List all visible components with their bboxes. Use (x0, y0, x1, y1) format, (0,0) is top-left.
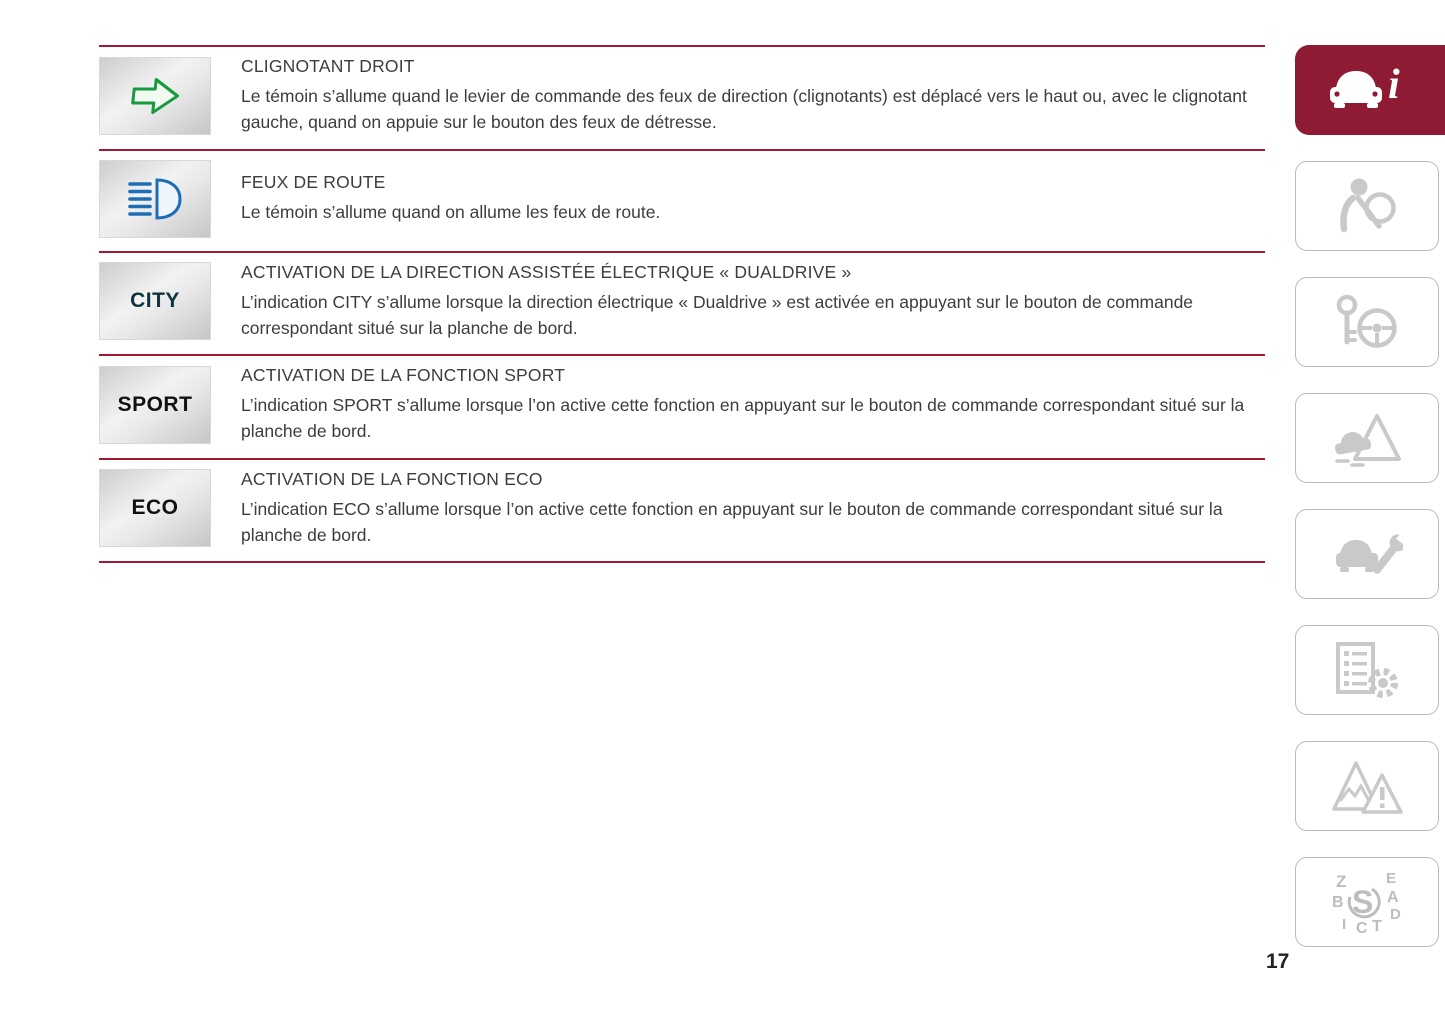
indicator-description: L’indication CITY s’allume lorsque la direction électrique « Dualdrive » est activée en appuyant sur le bouton de commande correspondant situé sur la planche de bord. (241, 291, 1194, 338)
indicator-row-feux-de-route (99, 149, 1265, 251)
tab-maintenance[interactable] (1295, 509, 1439, 599)
page-number: 17 (1266, 950, 1290, 973)
indicator-text (241, 262, 1265, 342)
tab-technical-data[interactable] (1295, 625, 1439, 715)
svg-text:E: E (1386, 870, 1397, 887)
car-breakdown-warning-icon (1331, 406, 1403, 470)
svg-text:A: A (1387, 889, 1399, 906)
indicator-text (241, 365, 1265, 445)
indicator-title: CLIGNOTANT DROIT (241, 56, 415, 76)
high-beam-icon (99, 160, 211, 238)
tab-index[interactable] (1295, 857, 1439, 947)
svg-text:B: B (1332, 894, 1344, 911)
airbag-seatbelt-icon (1332, 172, 1402, 240)
turn-signal-right-arrow (122, 72, 188, 120)
indicator-row-eco (99, 458, 1265, 562)
svg-text:D: D (1390, 906, 1401, 923)
indicator-description: Le témoin s’allume quand le levier de commande des feux de direction (clignotants) est déplacé vers le haut ou, avec le clignotant gauche, quand on appuie sur le bouton des feux de détresse. (241, 86, 1247, 133)
city-badge-icon (99, 262, 211, 340)
tab-dashboard-info[interactable] (1295, 45, 1445, 135)
indicator-title: ACTIVATION DE LA DIRECTION ASSISTÉE ÉLECTRIQUE « DUALDRIVE » (241, 261, 852, 282)
svg-text:S: S (1352, 884, 1374, 920)
indicator-description: Le témoin s’allume quand on allume les feux de route. (241, 201, 661, 222)
turn-signal-right-icon (99, 57, 211, 135)
key-steering-wheel-icon (1332, 290, 1402, 354)
alphabetical-index-icon (1330, 869, 1404, 935)
indicator-title: ACTIVATION DE LA FONCTION ECO (241, 468, 543, 489)
specifications-gear-icon (1332, 639, 1402, 701)
svg-text:I: I (1342, 916, 1347, 933)
indicator-text (241, 469, 1265, 549)
svg-text:T: T (1372, 918, 1382, 935)
city-label: CITY (130, 289, 180, 313)
warning-triangles-icon (1330, 755, 1404, 817)
indicator-row-clignotant-droit (99, 45, 1265, 149)
svg-text:Z: Z (1336, 872, 1347, 891)
indicator-table (99, 45, 1265, 563)
tab-starting-driving[interactable] (1295, 277, 1439, 367)
sport-label: SPORT (117, 392, 193, 416)
eco-label: ECO (131, 496, 179, 520)
indicator-row-sport (99, 354, 1265, 458)
indicator-text (241, 56, 1265, 136)
indicator-title: ACTIVATION DE LA FONCTION SPORT (241, 365, 566, 385)
indicator-description: L’indication ECO s’allume lorsque l’on active cette fonction en appuyant sur le bouton de commande correspondant situé sur la planche de bord. (241, 498, 1223, 545)
high-beam-symbol (124, 175, 186, 223)
svg-text:C: C (1356, 920, 1368, 935)
indicator-text (241, 172, 1265, 225)
tab-safety[interactable] (1295, 161, 1439, 251)
sport-badge-icon (99, 366, 211, 444)
tab-emergency[interactable] (1295, 393, 1439, 483)
car-info-icon (1324, 60, 1416, 120)
chapter-tabs (1295, 45, 1445, 947)
indicator-title: FEUX DE ROUTE (241, 171, 386, 192)
car-maintenance-wrench-icon (1331, 523, 1403, 585)
indicator-row-city (99, 251, 1265, 355)
indicator-description: L’indication SPORT s’allume lorsque l’on active cette fonction en appuyant sur le bouton de commande correspondant situé sur la planche de bord. (241, 395, 1245, 442)
eco-badge-icon (99, 469, 211, 547)
svg-text:i: i (1388, 62, 1400, 108)
tab-warnings[interactable] (1295, 741, 1439, 831)
